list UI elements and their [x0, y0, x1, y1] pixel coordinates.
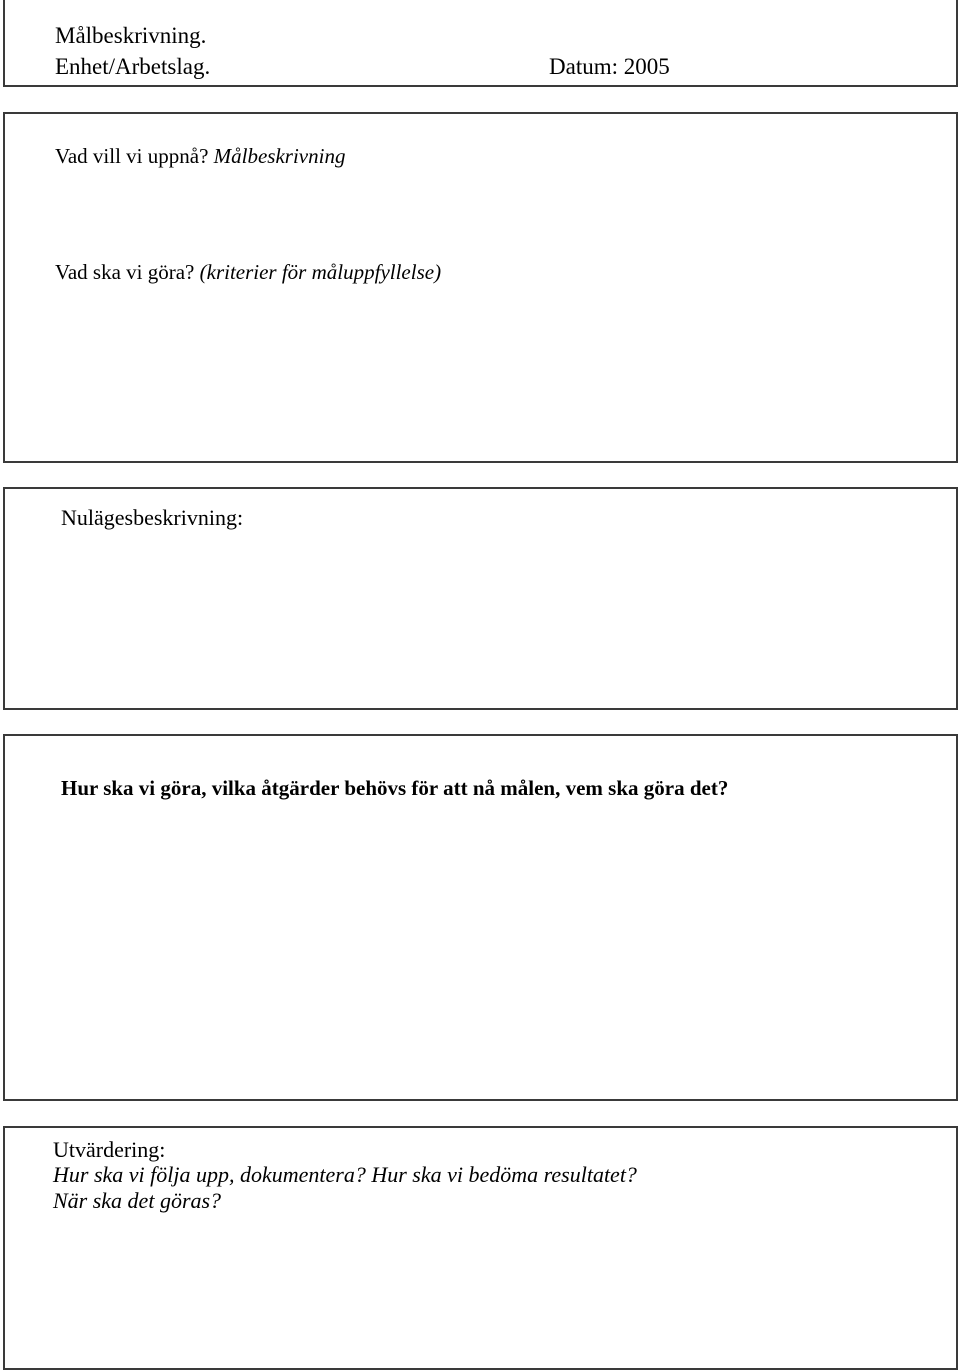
- unit-label: Enhet/Arbetslag.: [55, 54, 211, 79]
- goal-question-line: [55, 143, 345, 169]
- form-title: Målbeskrivning.: [55, 23, 207, 48]
- evaluation-line-2: När ska det göras?: [53, 1188, 222, 1213]
- evaluation-line-1: Hur ska vi följa upp, dokumentera? Hur ska vi bedöma resultatet?: [53, 1162, 637, 1187]
- goal-question: Vad vill vi uppnå?: [55, 144, 209, 168]
- actions-question: Hur ska vi göra, vilka åtgärder behövs för att nå målen, vem ska göra det?: [61, 776, 729, 800]
- evaluation-label: Utvärdering:: [53, 1137, 166, 1162]
- criteria-question-line: [55, 259, 441, 285]
- criteria-question: Vad ska vi göra?: [55, 260, 195, 284]
- goal-question-hint: Målbeskrivning: [213, 144, 346, 168]
- criteria-hint: (kriterier för måluppfyllelse): [199, 260, 442, 284]
- current-state-label: Nulägesbeskrivning:: [61, 505, 244, 530]
- date-label: Datum: 2005: [549, 54, 670, 79]
